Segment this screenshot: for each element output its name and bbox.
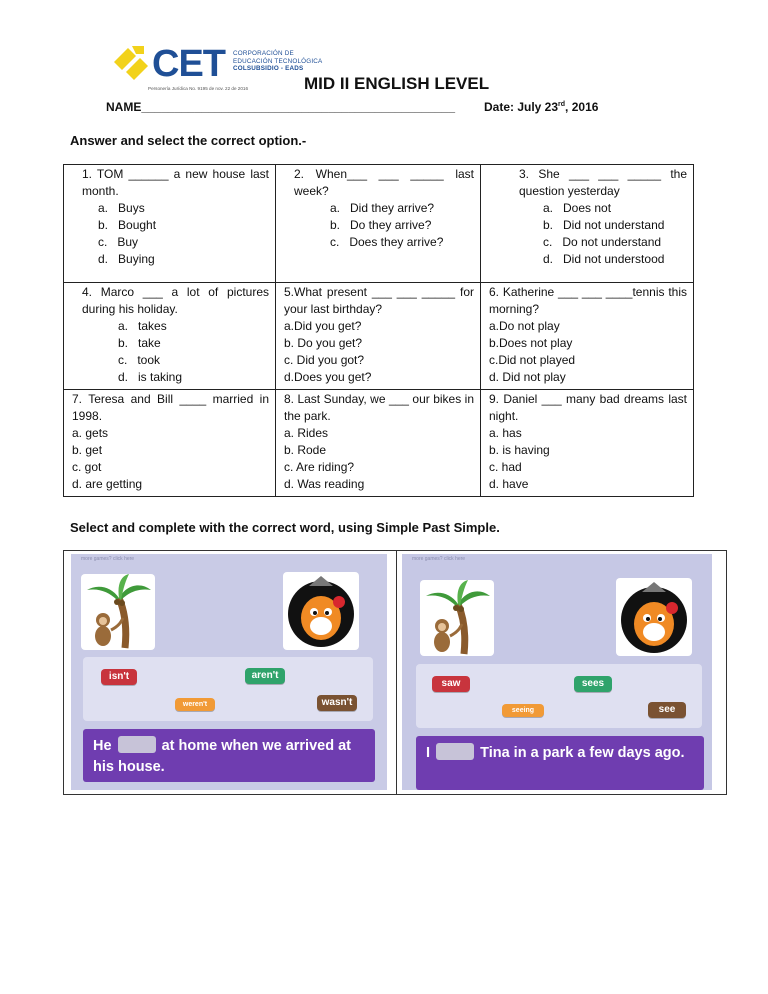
question-6 bbox=[481, 283, 694, 390]
monkey-palm-icon bbox=[420, 580, 494, 656]
question-4 bbox=[64, 283, 276, 390]
sentence-end: Tina in a park a few days ago. bbox=[480, 745, 685, 761]
answer-blank[interactable] bbox=[118, 736, 156, 753]
option[interactable]: a. Buys bbox=[98, 201, 145, 215]
option[interactable]: d.Does you get? bbox=[284, 370, 372, 384]
option[interactable]: c. Are riding? bbox=[284, 460, 355, 474]
date-field bbox=[484, 100, 598, 114]
option[interactable]: b.Does not play bbox=[489, 336, 573, 350]
option[interactable]: a. Did they arrive? bbox=[330, 201, 435, 215]
question-9 bbox=[481, 390, 694, 497]
instruction-2: Select and complete with the correct word, using Simple Past Simple. bbox=[70, 520, 500, 535]
option[interactable]: a. Rides bbox=[284, 426, 329, 440]
option[interactable]: d. Did not play bbox=[489, 370, 566, 384]
sentence-box-2 bbox=[416, 736, 704, 790]
cat-icon bbox=[616, 578, 692, 656]
question-3 bbox=[481, 165, 694, 283]
monkey-picture bbox=[81, 574, 155, 650]
option[interactable]: b. is having bbox=[489, 443, 550, 457]
option[interactable]: b. Did not understand bbox=[543, 218, 665, 232]
questions-table bbox=[63, 164, 694, 497]
option[interactable]: b. Do you get? bbox=[284, 336, 363, 350]
question-stem: 1. TOM ______ a new house last month. bbox=[82, 167, 269, 198]
logo-line-1: CORPORACIÓN DE bbox=[233, 50, 294, 57]
question-stem: 4. Marco ___ a lot of pictures during his holiday. bbox=[82, 285, 269, 316]
question-stem: 6. Katherine ___ ___ ____tennis this morning? bbox=[489, 285, 687, 316]
instruction-1: Answer and select the correct option.- bbox=[70, 133, 307, 148]
logo-legal-text: Personería Jurídica No. 9195 de nov. 22 de 2016 bbox=[148, 86, 249, 91]
question-stem: 5.What present ___ ___ _____ for your last birthday? bbox=[284, 285, 474, 316]
question-stem: 3. She ___ ___ _____ the question yesterday bbox=[519, 167, 687, 198]
option[interactable]: c. got bbox=[72, 460, 102, 474]
date-suffix: rd bbox=[558, 101, 566, 108]
games-frame bbox=[63, 550, 727, 795]
cat-picture bbox=[283, 572, 359, 650]
cat-icon bbox=[283, 572, 359, 650]
option[interactable]: c. had bbox=[489, 460, 522, 474]
question-2 bbox=[276, 165, 481, 283]
logo-line-3: COLSUBSIDIO - EADS bbox=[233, 65, 304, 73]
question-stem: 7. Teresa and Bill ____ married in 1998. bbox=[72, 392, 269, 423]
option[interactable]: a.Do not play bbox=[489, 319, 560, 333]
option[interactable]: a. gets bbox=[72, 426, 109, 440]
cat-picture bbox=[616, 578, 692, 656]
word-bank-1 bbox=[83, 657, 373, 721]
word-chip-seeing[interactable]: seeing bbox=[502, 704, 544, 717]
sentence-end: at home when we arrived at his house. bbox=[93, 738, 351, 775]
option[interactable]: a.Did you get? bbox=[284, 319, 362, 333]
logo-line-2: EDUCACIÓN TECNOLÓGICA bbox=[233, 57, 323, 65]
option[interactable]: c. Did you got? bbox=[284, 353, 365, 367]
option[interactable]: b. take bbox=[118, 336, 161, 350]
cet-logo bbox=[112, 42, 323, 96]
option[interactable]: d. Did not understood bbox=[543, 252, 665, 266]
word-chip-arent[interactable]: aren't bbox=[245, 668, 285, 684]
question-5 bbox=[276, 283, 481, 390]
word-bank-2 bbox=[416, 664, 702, 728]
word-chip-wasnt[interactable]: wasn't bbox=[317, 695, 357, 711]
question-stem: 8. Last Sunday, we ___ our bikes in the park. bbox=[284, 392, 474, 423]
page-title: MID II ENGLISH LEVEL bbox=[304, 74, 490, 93]
option[interactable]: d. is taking bbox=[118, 370, 183, 384]
logo-subtitle bbox=[233, 50, 322, 73]
word-chip-werent[interactable]: weren't bbox=[175, 698, 215, 711]
more-games-link[interactable]: more games? click here bbox=[81, 556, 135, 562]
option[interactable]: d. are getting bbox=[72, 477, 143, 491]
option[interactable]: d. Was reading bbox=[284, 477, 365, 491]
option[interactable]: c. took bbox=[118, 353, 161, 367]
word-chip-sees[interactable]: sees bbox=[574, 676, 612, 692]
option[interactable]: a. takes bbox=[118, 319, 167, 333]
monkey-picture bbox=[420, 580, 494, 656]
date-text: Date: July 23 bbox=[484, 100, 559, 114]
option[interactable]: b. Bought bbox=[98, 218, 157, 232]
option[interactable]: a. has bbox=[489, 426, 522, 440]
option[interactable]: c. Does they arrive? bbox=[330, 235, 444, 249]
option[interactable]: c. Buy bbox=[98, 235, 139, 249]
word-chip-isnt[interactable]: isn't bbox=[101, 669, 137, 685]
question-8 bbox=[276, 390, 481, 497]
word-chip-saw[interactable]: saw bbox=[432, 676, 470, 692]
logo-mark-icon bbox=[112, 42, 156, 86]
option[interactable]: d. have bbox=[489, 477, 529, 491]
question-7 bbox=[64, 390, 276, 497]
question-stem: 9. Daniel ___ many bad dreams last night. bbox=[489, 392, 687, 423]
date-year: , 2016 bbox=[565, 100, 599, 114]
option[interactable]: a. Does not bbox=[543, 201, 612, 215]
logo-wordmark: CET bbox=[152, 43, 225, 85]
word-chip-see[interactable]: see bbox=[648, 702, 686, 718]
option[interactable]: b. Do they arrive? bbox=[330, 218, 432, 232]
question-stem: 2. When___ ___ _____ last week? bbox=[294, 167, 474, 198]
option[interactable]: c.Did not played bbox=[489, 353, 576, 367]
option[interactable]: b. Rode bbox=[284, 443, 327, 457]
option[interactable]: c. Do not understand bbox=[543, 235, 662, 249]
sentence-start: I bbox=[426, 745, 431, 761]
game-panel-2 bbox=[402, 554, 712, 790]
game-panel-1 bbox=[71, 554, 387, 790]
option[interactable]: b. get bbox=[72, 443, 103, 457]
sentence-start: He bbox=[93, 738, 112, 754]
monkey-palm-icon bbox=[81, 574, 155, 650]
option[interactable]: d. Buying bbox=[98, 252, 155, 266]
panel-divider bbox=[396, 551, 397, 794]
name-field: NAME_______________________________________________ bbox=[106, 100, 456, 114]
sentence-box-1 bbox=[83, 729, 375, 782]
more-games-link[interactable]: more games? click here bbox=[412, 556, 466, 562]
question-1 bbox=[64, 165, 276, 283]
answer-blank[interactable] bbox=[436, 743, 474, 760]
